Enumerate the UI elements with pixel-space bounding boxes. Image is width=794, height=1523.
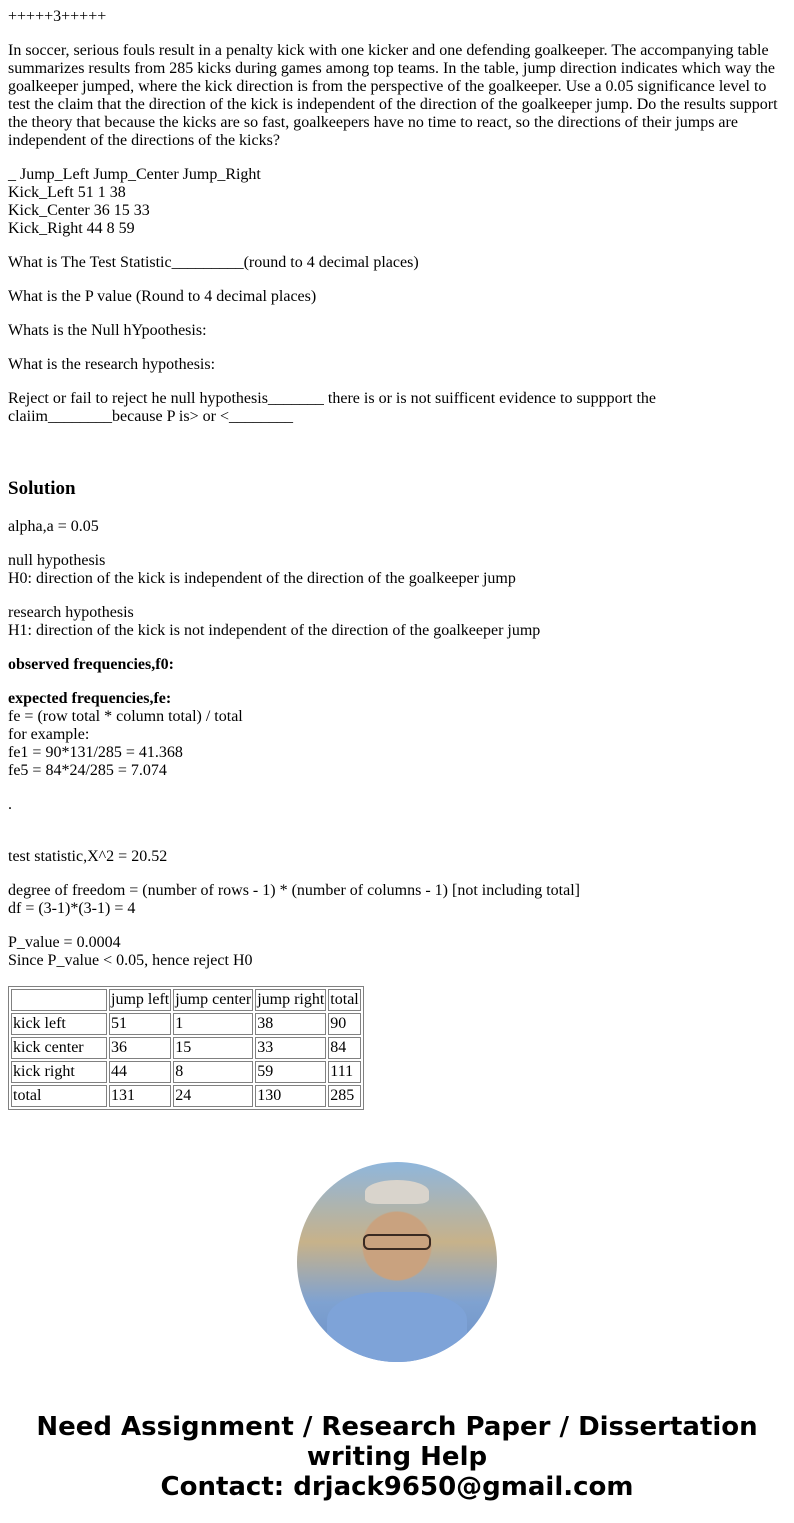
footer-line: Need Assignment / Research Paper / Dissertation	[36, 1412, 758, 1442]
degrees-of-freedom	[8, 882, 786, 918]
footer-contact: Contact: drjack9650@gmail.com	[160, 1472, 634, 1502]
observed-heading: observed frequencies,f0:	[8, 656, 174, 673]
raw-table	[8, 166, 786, 238]
question-4: What is the research hypothesis:	[8, 356, 216, 373]
table-cell: 130	[255, 1085, 326, 1107]
table-cell: 131	[109, 1085, 171, 1107]
research-hypothesis	[8, 604, 786, 640]
question-2: What is the P value (Round to 4 decimal places)	[8, 288, 317, 305]
footer-line: writing Help	[306, 1442, 488, 1472]
table-cell: kick right	[11, 1061, 107, 1083]
table-row	[11, 1085, 361, 1107]
df-line: degree of freedom = (number of rows - 1) * (number of columns - 1) [not including total]	[8, 882, 580, 899]
table-cell: kick left	[11, 1013, 107, 1035]
expected-line: fe5 = 84*24/285 = 7.074	[8, 762, 167, 779]
footer-ad	[8, 1412, 786, 1502]
table-cell: jump left	[109, 989, 171, 1011]
table-cell: 44	[109, 1061, 171, 1083]
df-line: df = (3-1)*(3-1) = 4	[8, 900, 136, 917]
question-1: What is The Test Statistic_________(round to 4 decimal places)	[8, 254, 419, 271]
research-text: H1: direction of the kick is not independent of the direction of the goalkeeper jump	[8, 622, 541, 639]
table-cell: 15	[173, 1037, 253, 1059]
question-5: Reject or fail to reject he null hypothesis_______ there is or is not suifficent evidence to suppport the claiim________because P is> or <________	[8, 390, 656, 425]
expected-line: fe1 = 90*131/285 = 41.368	[8, 744, 183, 761]
photo-glasses	[363, 1234, 431, 1250]
table-row	[11, 1061, 361, 1083]
question-header: +++++3+++++	[8, 8, 107, 25]
null-label: null hypothesis	[8, 552, 106, 569]
expected-line: fe = (row total * column total) / total	[8, 708, 243, 725]
table-cell: kick center	[11, 1037, 107, 1059]
p-value	[8, 934, 786, 970]
null-hypothesis	[8, 552, 786, 588]
raw-table-line: Kick_Left 51 1 38	[8, 184, 126, 201]
photo-hair	[365, 1180, 429, 1204]
table-cell: 1	[173, 1013, 253, 1035]
table-cell: 8	[173, 1061, 253, 1083]
table-cell: 90	[328, 1013, 360, 1035]
test-statistic: test statistic,X^2 = 20.52	[8, 848, 168, 865]
table-cell: total	[328, 989, 360, 1011]
expected-block	[8, 690, 786, 780]
table-cell: 285	[328, 1085, 360, 1107]
raw-table-line: Kick_Center 36 15 33	[8, 202, 150, 219]
table-cell: 51	[109, 1013, 171, 1035]
research-label: research hypothesis	[8, 604, 134, 621]
table-cell	[11, 989, 107, 1011]
table-cell: 24	[173, 1085, 253, 1107]
raw-table-line: _ Jump_Left Jump_Center Jump_Right	[8, 166, 261, 183]
question-text: In soccer, serious fouls result in a penalty kick with one kicker and one defending goalkeeper. The accompanying table summarizes results from 285 kicks during games among top teams. In the table, jump direction indicates which way the goalkeeper jumped, where the kick direction is from the perspective of the goalkeeper. Use a 0.05 significance level to test the claim that the direction of the kick is independent of the direction of the goalkeeper jump. Do the results support the theory that because the kicks are so fast, goalkeepers have no time to react, so the directions of their jumps are independent of the directions of the kicks?	[8, 42, 778, 149]
table-cell: 38	[255, 1013, 326, 1035]
photo-shirt	[327, 1292, 467, 1362]
p-line: Since P_value < 0.05, hence reject H0	[8, 952, 253, 969]
table-cell: total	[11, 1085, 107, 1107]
table-cell: 36	[109, 1037, 171, 1059]
table-cell: 59	[255, 1061, 326, 1083]
author-photo	[297, 1162, 497, 1362]
expected-line: for example:	[8, 726, 90, 743]
table-cell: 111	[328, 1061, 360, 1083]
observed-label	[8, 656, 786, 674]
table-cell: 84	[328, 1037, 360, 1059]
table-cell: 33	[255, 1037, 326, 1059]
solution-title: Solution	[8, 478, 76, 499]
table-cell: jump right	[255, 989, 326, 1011]
table-row	[11, 1013, 361, 1035]
raw-table-line: Kick_Right 44 8 59	[8, 220, 135, 237]
contingency-table	[8, 986, 364, 1110]
table-row	[11, 1037, 361, 1059]
table-cell: jump center	[173, 989, 253, 1011]
table-row	[11, 989, 361, 1011]
alpha: alpha,a = 0.05	[8, 518, 99, 535]
dot: .	[8, 796, 12, 813]
question-3: Whats is the Null hYpoothesis:	[8, 322, 207, 339]
expected-heading: expected frequencies,fe:	[8, 690, 172, 707]
null-text: H0: direction of the kick is independent of the direction of the goalkeeper jump	[8, 570, 516, 587]
p-line: P_value = 0.0004	[8, 934, 121, 951]
